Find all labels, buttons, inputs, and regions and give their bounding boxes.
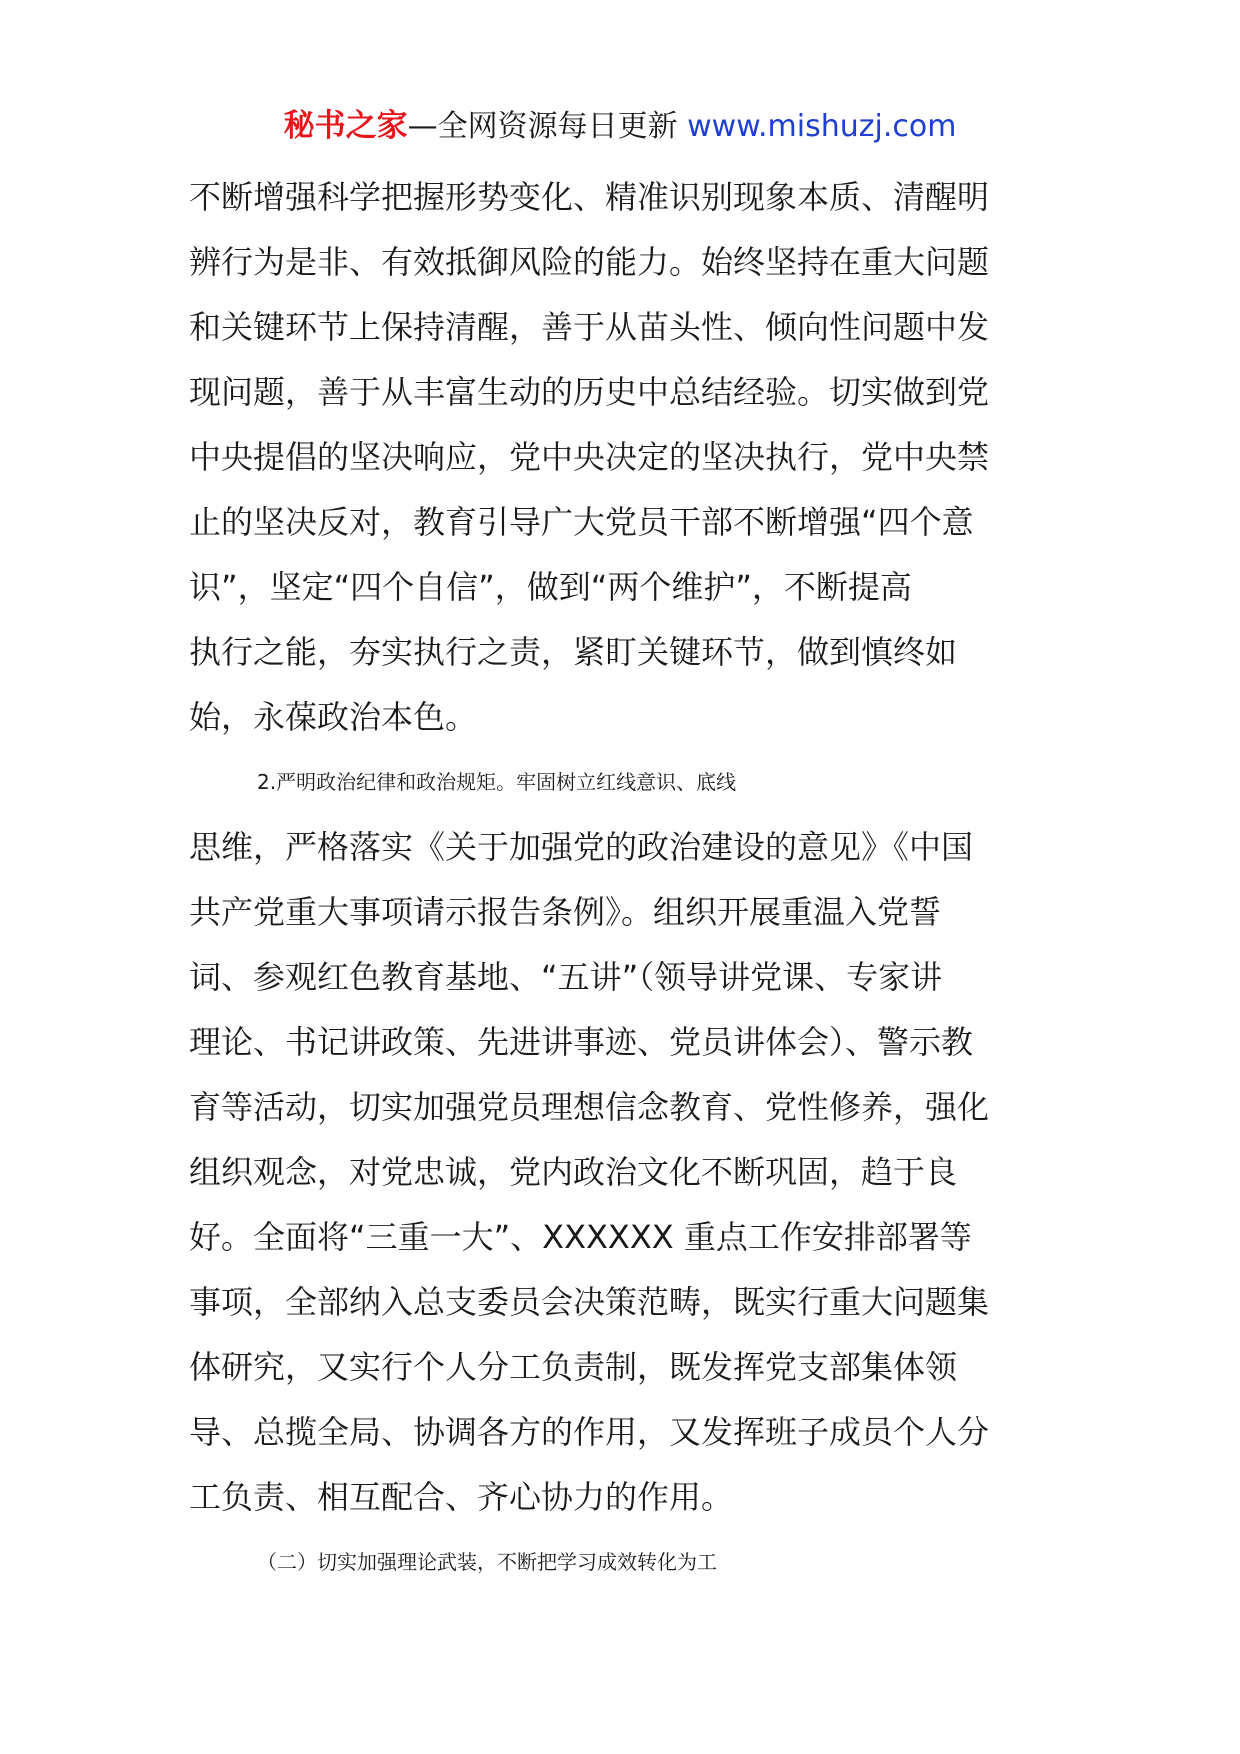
text-line: 工负责、相互配合、齐心协力的作用。 [189,1478,734,1516]
text-line: 止的坚决反对，教育引导广大党员干部不断增强“四个意 [189,503,974,541]
text-line: （二）切实加强理论武装，不断把学习成效转化为工 [257,1550,717,1574]
text-line: 理论、书记讲政策、先进讲事迹、党员讲体会）、警示教 [189,1023,974,1061]
text-line: 词、参观红色教育基地、“五讲”（领导讲党课、专家讲 [189,958,943,996]
document-body [189,165,1069,1595]
text-line: 执行之能，夯实执行之责，紧盯关键环节，做到慎终如 [189,633,958,671]
text-line: 识”，坚定“四个自信”，做到“两个维护”，不断提高 [189,568,912,606]
text-line: 组织观念，对党忠诚，党内政治文化不断巩固，趋于良 [189,1153,958,1191]
text-line: 现问题，善于从丰富生动的历史中总结经验。切实做到党 [189,373,990,411]
text-line: 育等活动，切实加强党员理想信念教育、党性修养，强化 [189,1088,990,1126]
text-line: 思维，严格落实《关于加强党的政治建设的意见》《中国 [189,828,974,866]
site-tagline: —全网资源每日更新 [407,109,688,144]
text-line: 体研究，又实行个人分工负责制，既发挥党支部集体领 [189,1348,958,1386]
text-line: 事项，全部纳入总支委员会决策范畴，既实行重大问题集 [189,1283,990,1321]
text-line: 好。全面将“三重一大”、XXXXXX 重点工作安排部署等 [189,1218,972,1256]
text-line: 辨行为是非、有效抵御风险的能力。始终坚持在重大问题 [189,243,990,281]
site-header [0,104,1240,149]
text-line: 中央提倡的坚决响应，党中央决定的坚决执行，党中央禁 [189,438,990,476]
site-brand: 秘书之家 [283,108,408,144]
site-url-link[interactable]: www.mishuzj.com [687,109,957,144]
text-line: 共产党重大事项请示报告条例》。组织开展重温入党誓 [189,893,942,931]
text-line: 始，永葆政治本色。 [189,698,478,736]
text-line: 2.严明政治纪律和政治规矩。牢固树立红线意识、底线 [257,770,737,794]
text-line: 和关键环节上保持清醒，善于从苗头性、倾向性问题中发 [189,308,990,346]
text-line: 导、总揽全局、协调各方的作用，又发挥班子成员个人分 [189,1413,990,1451]
text-line: 不断增强科学把握形势变化、精准识别现象本质、清醒明 [189,178,990,216]
